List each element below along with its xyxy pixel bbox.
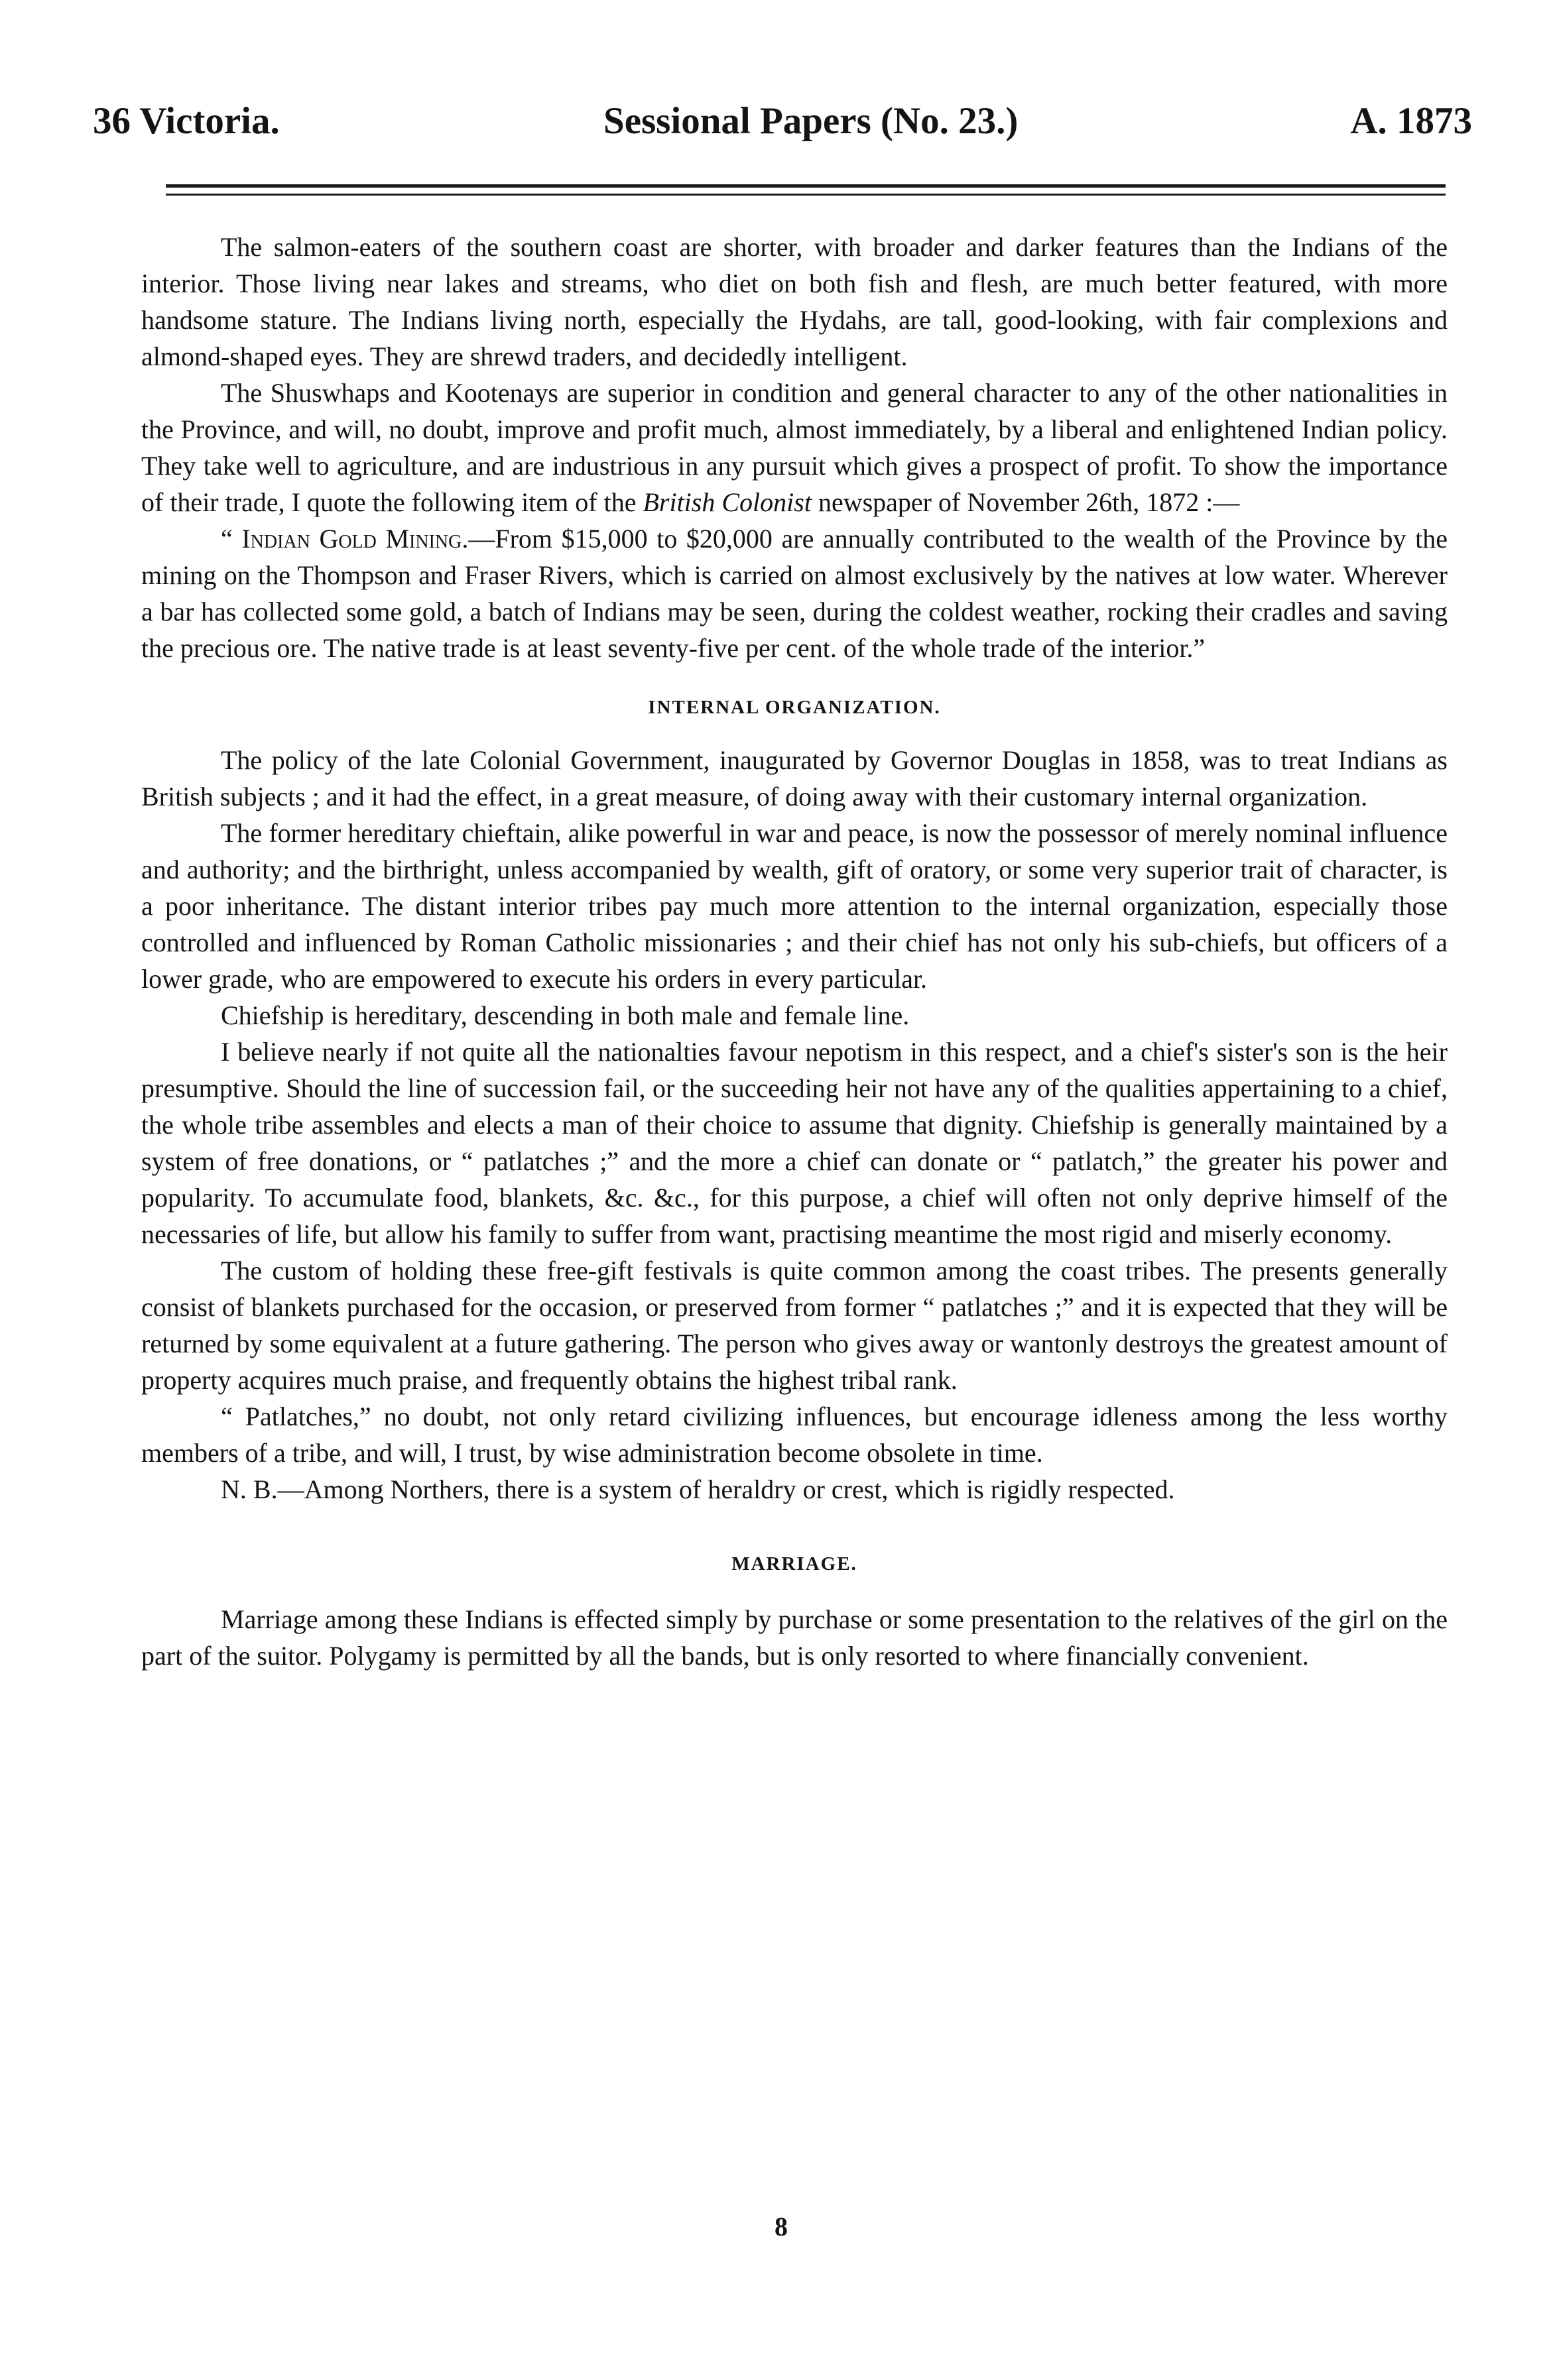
paragraph: The policy of the late Colonial Government, inaugurated by Governor Douglas in 1858, was to treat Indians as British subjects ; and it had the effect, in a great measure, of doing away with their customary internal organization. (141, 745, 1448, 811)
page-header (93, 91, 1472, 151)
section-heading-marriage: MARRIAGE. (731, 1553, 857, 1575)
paragraph: The custom of holding these free-gift festivals is quite common among the coast tribes. The presents generally consist of blankets purchased for the occasion, or preserved from former “ patlatches ;” and it is expected that they will be returned by some equivalent at a future gathering. The person who gives away or wantonly destroys the greatest amount of property acquires much praise, and frequently obtains the highest tribal rank. (141, 1256, 1448, 1395)
signature-mark: 8 (775, 2212, 788, 2241)
quote-open: “ (221, 524, 242, 554)
header-rule-thin (166, 194, 1446, 196)
quote-text: —From $15,000 to $20,000 are annually contributed to the wealth of the Province by the mining on the Thompson and Fraser Rivers, which is carried on almost exclusively by the natives at low water. Wherever a bar has collected some gold, a batch of Indians may be seen, during the coldest weather, rocking their cradles and saving the precious ore. The native trade is at least seventy-five per cent. of the whole trade of the interior.” (141, 524, 1448, 663)
paragraph: The salmon-eaters of the southern coast are shorter, with broader and darker features than the Indians of the interior. Those living near lakes and streams, who diet on both fish and flesh, are much better featured, with more handsome stature. The Indians living north, especially the Hydahs, are tall, good-looking, with fair complexions and almond-shaped eyes. They are shrewd traders, and decidedly intelligent. (141, 232, 1448, 371)
quote-title: Indian Gold Mining. (241, 524, 469, 554)
header-rule-thick (166, 184, 1446, 188)
body-text (141, 229, 1448, 1674)
paragraph: Marriage among these Indians is effected simply by purchase or some presentation to the relatives of the girl on the part of the suitor. Polygamy is permitted by all the bands, but is only resorted to where financially convenient. (141, 1604, 1448, 1671)
paragraph: I believe nearly if not quite all the nationalties favour nepotism in this respect, and a chief's sister's son is the heir presumptive. Should the line of succession fail, or the succeeding heir not have any of the qualities appertaining to a chief, the whole tribe assembles and elects a man of their choice to assume that dignity. Chiefship is generally maintained by a system of free donations, or “ patlatches ;” and the more a chief can donate or “ patlatch,” the greater his power and popularity. To accumulate food, blankets, &c. &c., for this purpose, a chief will often not only deprive himself of the necessaries of life, but allow his family to suffer from want, practising meantime the most rigid and miserly economy. (141, 1037, 1448, 1249)
header-left: 36 Victoria. (93, 100, 280, 142)
paragraph-text: newspaper of November 26th, 1872 :— (811, 487, 1240, 517)
section-heading-internal-organization: INTERNAL ORGANIZATION. (648, 697, 941, 718)
paragraph: The former hereditary chieftain, alike powerful in war and peace, is now the possessor of merely nominal influence and authority; and the birthright, unless accompanied by wealth, gift of oratory, or some very superior trait of character, is a poor inheritance. The distant interior tribes pay much more attention to the internal organization, especially those controlled and influenced by Roman Catholic missionaries ; and their chief has not only his sub-chiefs, but officers of a lower grade, who are empowered to execute his orders in every particular. (141, 818, 1448, 994)
header-center: Sessional Papers (No. 23.) (603, 100, 1019, 142)
header-right: A. 1873 (1350, 100, 1472, 142)
paragraph (141, 375, 1448, 520)
paragraph-text: The Shuswhaps and Kootenays are superior in condition and general character to any of the other nationalities in the Province, and will, no doubt, improve and profit much, almost immediately, by a liberal and enlightened Indian policy. They take well to agriculture, and are industrious in any pursuit which gives a prospect of profit. To show the importance of their trade, I quote the following item of the (141, 378, 1448, 517)
quote-paragraph (141, 520, 1448, 666)
paragraph: N. B.—Among Northers, there is a system of heraldry or crest, which is rigidly respected. (221, 1474, 1175, 1504)
paragraph: Chiefship is hereditary, descending in both male and female line. (221, 1000, 910, 1030)
paragraph: “ Patlatches,” no doubt, not only retard civilizing influences, but encourage idleness among the less worthy members of a tribe, and will, I trust, by wise administration become obsolete in time. (141, 1401, 1448, 1468)
newspaper-name: British Colonist (643, 487, 812, 517)
